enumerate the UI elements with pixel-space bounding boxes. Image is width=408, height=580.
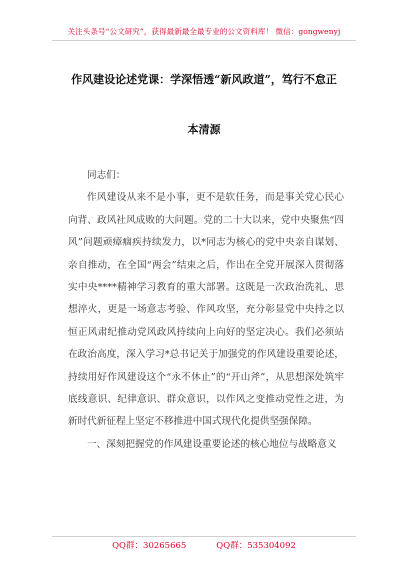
section-heading: 一、深刻把握党的作风建设重要论述的核心地位与战略意义: [87, 438, 337, 450]
document-title-line-1: 作风建设论述党课：学深悟透“新风政道”，笃行不怠正: [71, 73, 337, 86]
header-divider: [52, 40, 356, 41]
footer: [52, 539, 356, 551]
footer-qq-group-1: QQ群：30265665: [112, 541, 187, 551]
salutation: 同志们：: [87, 170, 126, 181]
body-paragraph: 作风建设从来不是小事，更不是软任务，而是事关党心民心向背、政风社风成败的大问题。党的二十大以来，党中央聚焦“四风”问题顽瘴痼疾持续发力，以*同志为核心的党中央亲自谋划、亲自推动，在全国“两会”结束之后，作出在全党开展深入贯彻落实中央****精神学习教育的重大部署。这既是一次政治洗礼、思想淬火，更是一场意志考验、作风攻坚，充分彰显党中央持之以恒正风肃纪推动党风政风持续向上向好的坚定决心。我们必须站在政治高度，深入学习*总书记关于加强党的作风建设重要论述，持续用好作风建设这个“永不休止”的“开山斧”，从思想深处筑牢底线意识、纪律意识、群众意识，以作风之变推动党性之进，为新时代新征程上坚定不移推进中国式现代化提供坚强保障。: [68, 192, 344, 428]
footer-divider: [52, 536, 356, 537]
footer-qq-group-2: QQ群：535304092: [216, 541, 296, 551]
document-title-line-2: 本清源: [187, 123, 221, 136]
header-banner: 关注头条号“公文研究”，获得最新最全最专业的公文资料库！ 微信：gongwenyj: [67, 27, 341, 36]
document-body: [68, 165, 344, 456]
